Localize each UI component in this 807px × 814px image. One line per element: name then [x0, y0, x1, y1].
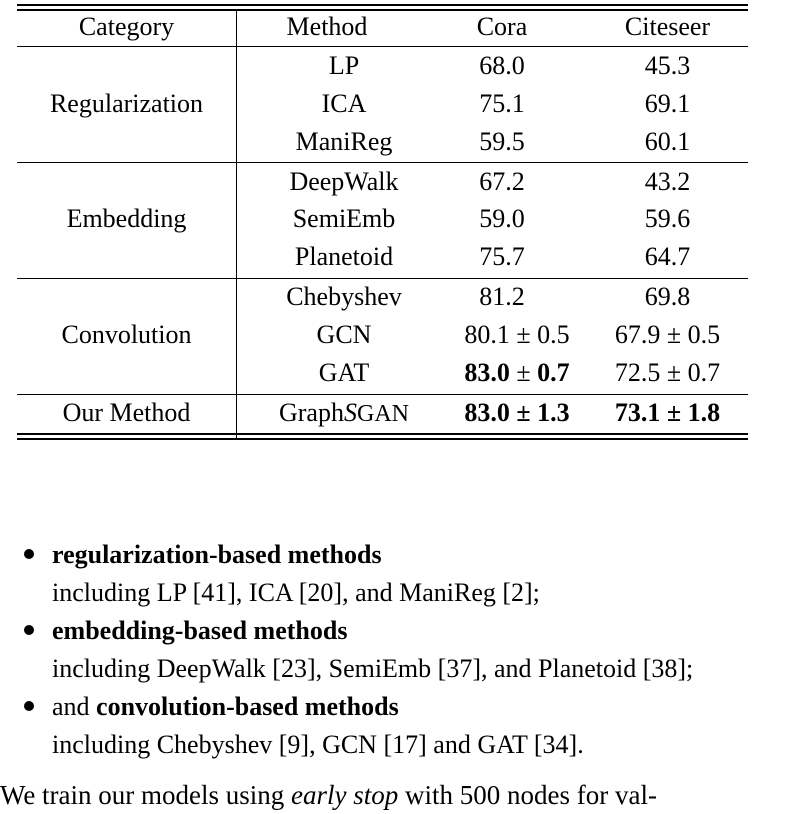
header-citeseer: Citeseer [624, 12, 711, 41]
bottom-rule-1 [17, 433, 748, 435]
bullet-icon [24, 549, 34, 559]
cora-cell: 80.1 ± 0.5 [464, 320, 570, 349]
method-cell: GCN [316, 320, 372, 349]
paragraph-text: We train our models using [0, 780, 292, 810]
group-rule-1 [17, 162, 748, 163]
method-cell: Planetoid [294, 242, 394, 271]
body-paragraph [0, 776, 807, 814]
cora-std: 1.3 [537, 398, 570, 427]
bottom-rule-2 [17, 438, 748, 440]
cora-mean: 83.0 [464, 398, 510, 427]
citeseer-cell-best [587, 398, 748, 428]
method-prefix: Graph [279, 398, 344, 427]
paragraph-italic: early stop [291, 780, 399, 810]
header-category: Category [78, 12, 175, 41]
bullet-detail: including DeepWalk [23], SemiEmb [37], and Planetoid [38]; [52, 654, 694, 683]
bullet-title: regularization-based methods [52, 540, 382, 569]
group-rule-2 [17, 278, 748, 279]
cora-std: 0.7 [537, 358, 570, 387]
method-cell: DeepWalk [289, 167, 399, 196]
method-cell: GAT [318, 358, 370, 387]
method-cell: LP [328, 51, 360, 80]
bullet-detail: including LP [41], ICA [20], and ManiReg [2]; [52, 578, 540, 607]
cora-cell: 59.0 [479, 204, 525, 233]
method-cell: ICA [321, 89, 367, 118]
list-item [20, 688, 807, 764]
method-cell: ManiReg [295, 127, 393, 156]
category-embedding: Embedding [66, 204, 187, 233]
bullet-prefix: and [52, 692, 97, 721]
paragraph-text: with 500 nodes for val- [398, 780, 657, 810]
bullet-icon [24, 701, 34, 711]
cora-cell: 75.1 [479, 89, 525, 118]
cora-cell: 68.0 [479, 51, 525, 80]
cora-cell: 75.7 [479, 242, 525, 271]
list-item [20, 536, 807, 612]
cora-cell: 67.2 [479, 167, 525, 196]
citeseer-cell: 59.6 [644, 204, 691, 233]
cora-cell: 59.5 [479, 127, 525, 156]
citeseer-cell: 72.5 ± 0.7 [614, 358, 721, 387]
header-rule [17, 46, 748, 47]
category-convolution: Convolution [61, 320, 192, 349]
citeseer-cell: 45.3 [644, 51, 691, 80]
cora-mean: 83.0 [464, 358, 510, 387]
top-rule-1 [17, 4, 748, 6]
method-cell: Chebyshev [286, 282, 402, 311]
method-cell: SemiEmb [292, 204, 396, 233]
citeseer-cell: 60.1 [644, 127, 691, 156]
plus-minus: ± [516, 358, 531, 387]
plus-minus: ± [516, 398, 531, 427]
category-our-method: Our Method [62, 398, 191, 427]
bullet-title: embedding-based methods [52, 616, 348, 645]
method-italic: S [343, 398, 357, 427]
header-cora: Cora [476, 12, 528, 41]
citeseer-std: 1.8 [687, 398, 721, 427]
plus-minus: ± [666, 398, 682, 427]
group-rule-3 [17, 394, 748, 395]
list-item [20, 612, 807, 688]
bullet-title: convolution-based methods [96, 692, 399, 721]
citeseer-cell: 69.8 [644, 282, 691, 311]
bullet-detail: including Chebyshev [9], GCN [17] and GAT [34]. [52, 730, 584, 759]
citeseer-mean: 73.1 [614, 398, 661, 427]
top-rule-2 [17, 9, 748, 11]
citeseer-cell: 67.9 ± 0.5 [614, 320, 721, 349]
header-method: Method [286, 12, 368, 41]
category-regularization: Regularization [49, 89, 204, 118]
cora-cell: 81.2 [479, 282, 525, 311]
bullet-icon [24, 625, 34, 635]
citeseer-cell: 64.7 [644, 242, 691, 271]
method-suffix: GAN [356, 401, 409, 427]
citeseer-cell: 43.2 [644, 167, 691, 196]
citeseer-cell: 69.1 [644, 89, 691, 118]
baseline-list [20, 536, 807, 764]
